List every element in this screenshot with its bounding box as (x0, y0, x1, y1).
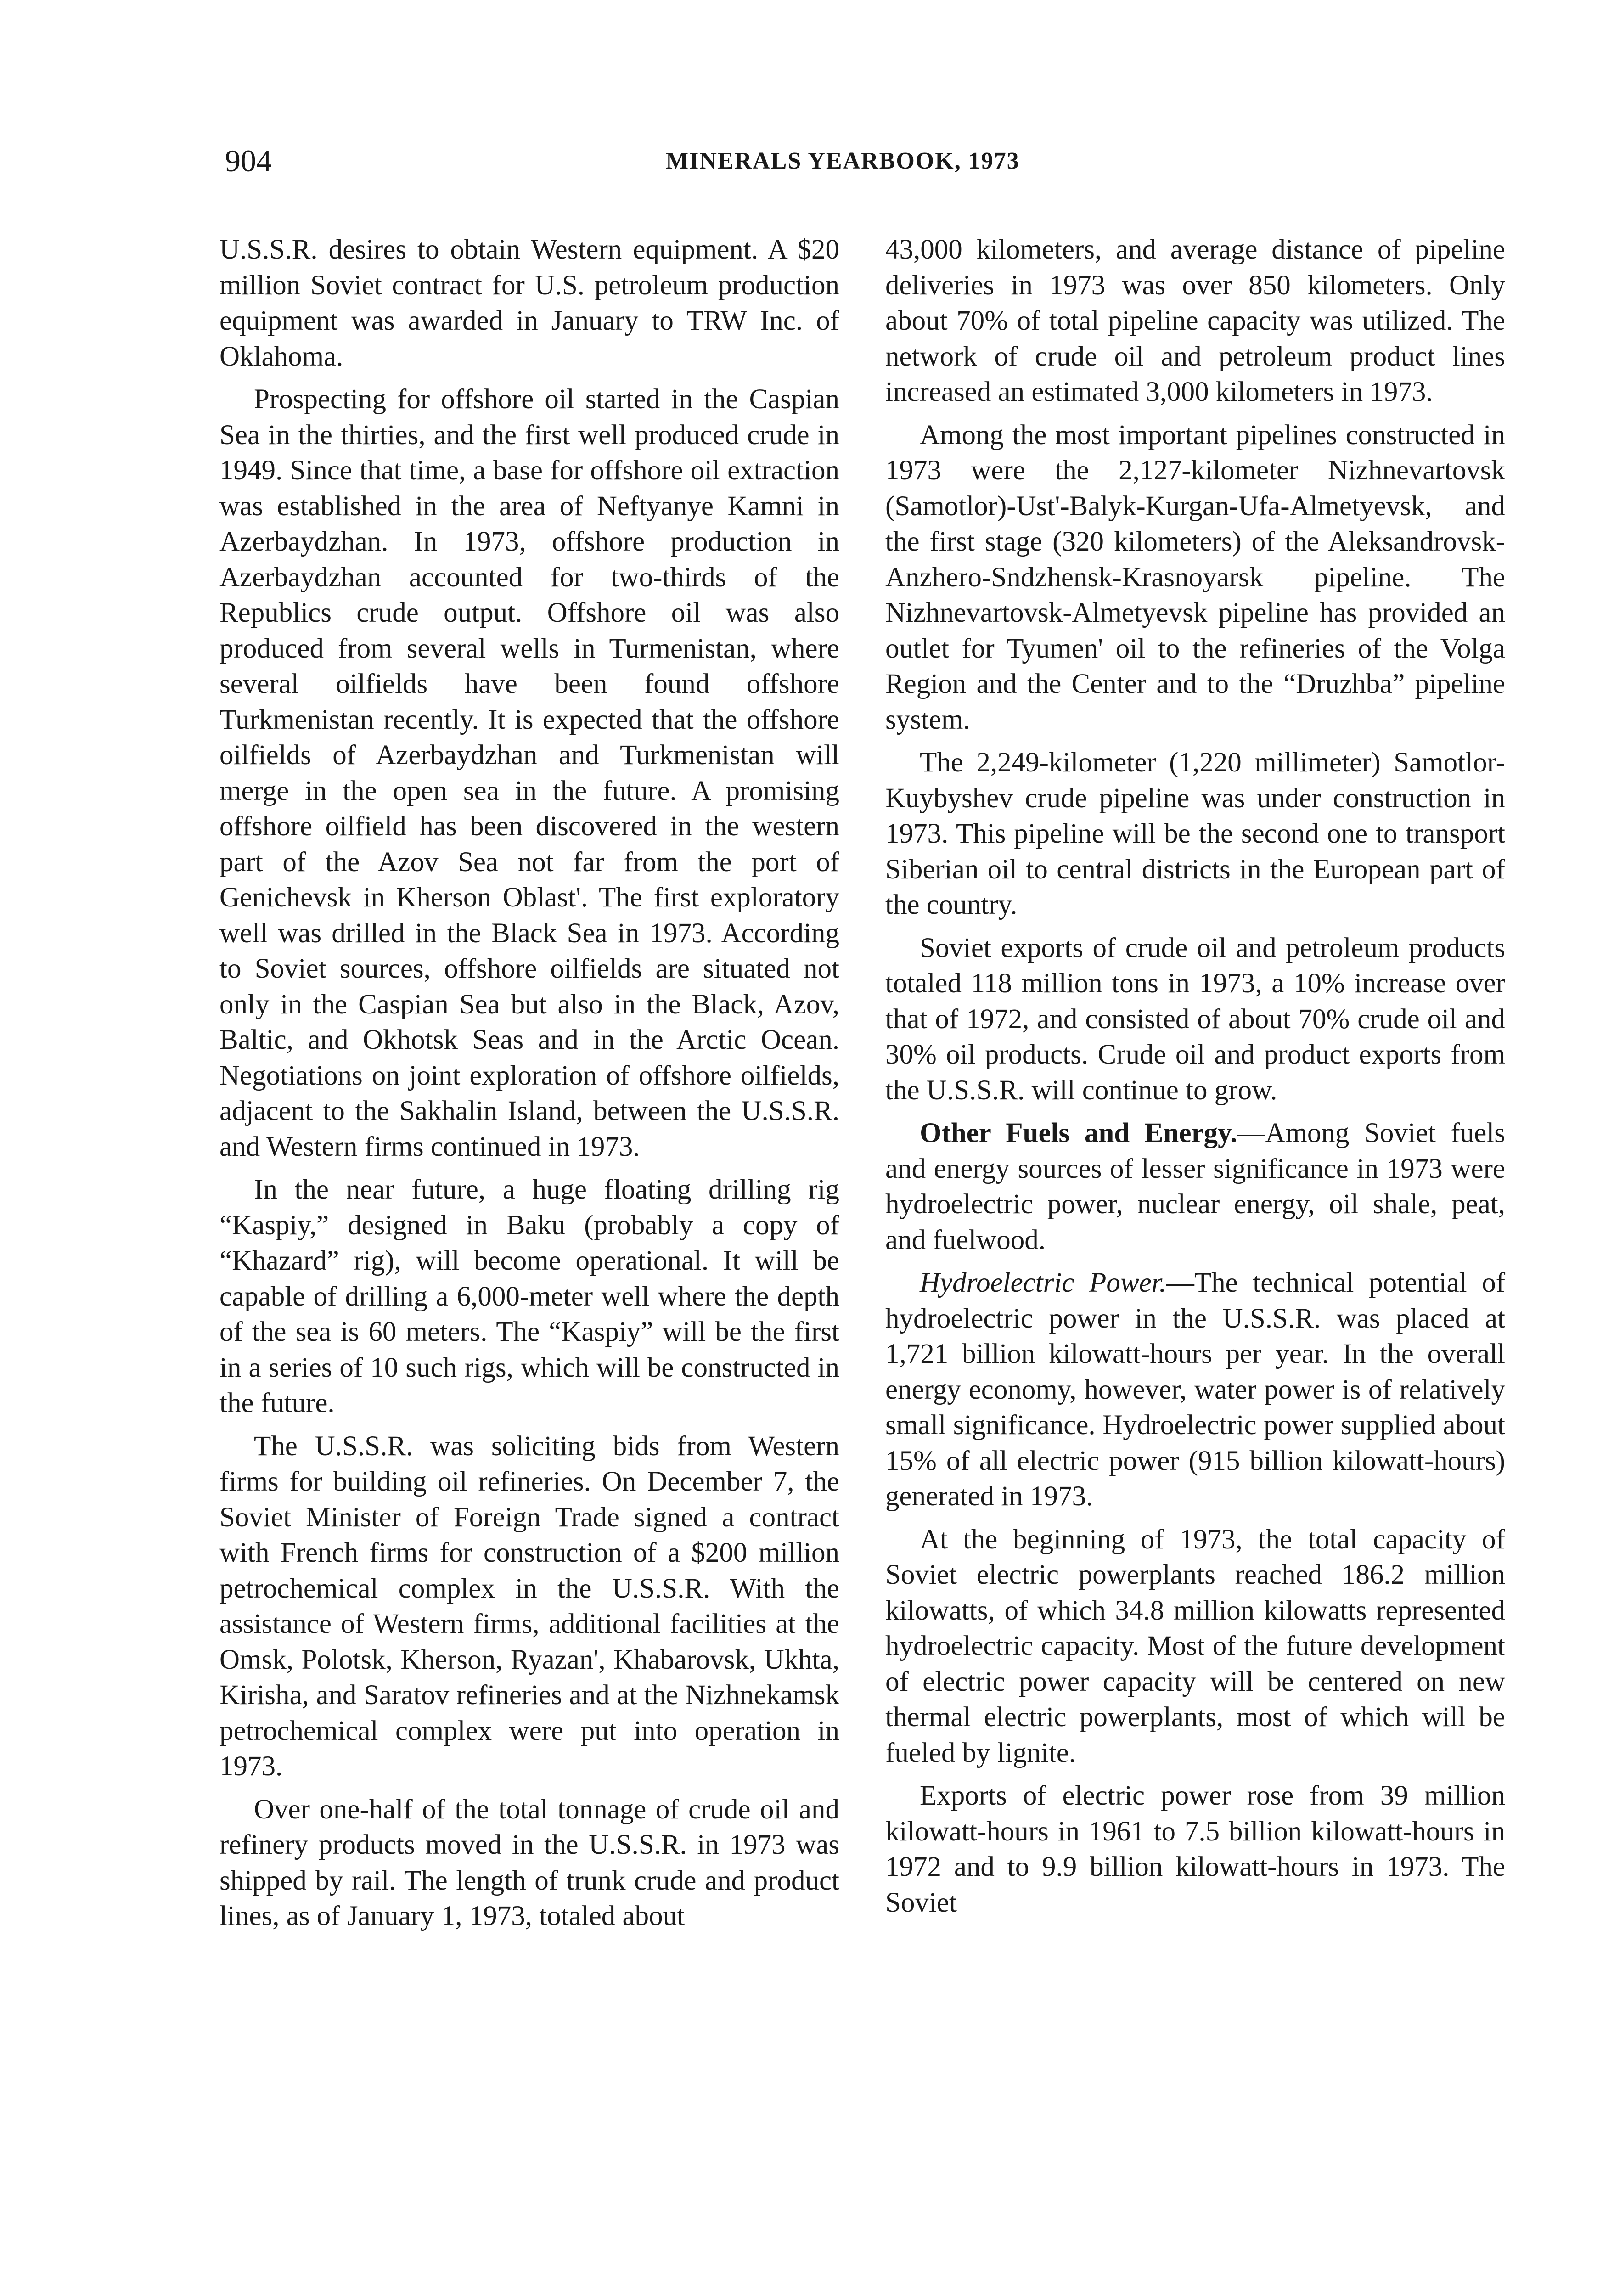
paragraph-offshore-prospecting: Prospecting for offshore oil started in the Caspian Sea in the thirties, and the first well produced crude in 1949. Since that time, a base for offshore oil extraction was established in the area of Neftyanye Kamni in Azerbaydzhan. In 1973, offshore production in Azerbaydzhan accounted for two-thirds of the Republics crude output. Offshore oil was also produced from several wells in Turmenistan, where several oilfields have been found offshore Turkmenistan recently. It is expected that the offshore oilfields of Azerbaydzhan and Turkmenistan will merge in the open sea in the future. A promising offshore oilfield has been discovered in the western part of the Azov Sea not far from the port of Genichevsk in Kherson Oblast'. The first exploratory well was drilled in the Black Sea in 1973. According to Soviet sources, offshore oilfields are situated not only in the Caspian Sea but also in the Black, Azov, Baltic, and Okhotsk Seas and in the Arctic Ocean. Negotiations on joint exploration of offshore oilfields, adjacent to the Sakhalin Island, between the U.S.S.R. and Western firms continued in 1973. (219, 384, 839, 1162)
paragraph-rail-shipping: Over one-half of the total tonnage of crude oil and refinery products moved in the U.S.S.R. in 1973 was shipped by rail. The length of trunk crude and product lines, as of January 1, 1973, totaled about (219, 1794, 839, 1931)
paragraph-important-pipelines: Among the most important pipelines constructed in 1973 were the 2,127-kilometer Nizhnevartovsk (Samotlor)-Ust'-Balyk-Kurgan-Ufa-Almetyevsk, and the first stage (320 kilometers) of the Aleksandrovsk-Anzhero-Sndzhensk-Krasnoyarsk pipeline. The Nizhnevartovsk-Almetyevsk pipeline has provided an outlet for Tyumen' oil to the refineries of the Volga Region and the Center and to the “Druzhba” pipeline system. (885, 419, 1505, 735)
left-column (219, 232, 839, 1941)
paragraph-soviet-exports: Soviet exports of crude oil and petroleum products totaled 118 million tons in 1973, a 10% increase over that of 1972, and consisted of about 70% crude oil and 30% oil products. Crude oil and product exports from the U.S.S.R. will continue to grow. (885, 932, 1505, 1106)
paragraph-equipment-contract: U.S.S.R. desires to obtain Western equipment. A $20 million Soviet contract for U.S. petroleum production equipment was awarded in January to TRW Inc. of Oklahoma. (219, 234, 839, 372)
paragraph-powerplant-capacity: At the beginning of 1973, the total capacity of Soviet electric powerplants reached 186.2 million kilowatts, of which 34.8 million kilowatts represented hydroelectric capacity. Most of the future development of electric power capacity will be centered on new thermal electric powerplants, most of which will be fueled by lignite. (885, 1524, 1505, 1768)
section-heading-hydroelectric: Hydroelectric Power. (920, 1267, 1166, 1298)
page-number: 904 (225, 143, 272, 178)
paragraph-other-fuels (885, 1115, 1505, 1258)
paragraph-other-fuels-body: —Among Soviet fuels and energy sources of lesser significance in 1973 were hydroelectric power, nuclear energy, oil shale, peat, and fuelwood. (885, 1118, 1505, 1255)
running-header (225, 140, 1515, 186)
paragraph-hydroelectric-body: —The technical potential of hydroelectric power in the U.S.S.R. was placed at 1,721 billion kilowatt-hours per year. In the overall energy economy, however, water power is of relatively small significance. Hydroelectric power supplied about 15% of all electric power (915 billion kilowatt-hours) generated in 1973. (885, 1267, 1506, 1512)
paragraph-refinery-bids: The U.S.S.R. was soliciting bids from Western firms for building oil refineries. On December 7, the Soviet Minister of Foreign Trade signed a contract with French firms for construction of a $200 million petrochemical complex in the U.S.S.R. With the assistance of Western firms, additional facilities at the Omsk, Polotsk, Kherson, Ryazan', Khabarovsk, Ukhta, Kirisha, and Saratov refineries and at the Nizhnekamsk petrochemical complex were put into operation in 1973. (219, 1430, 839, 1782)
paragraph-electric-exports: Exports of electric power rose from 39 million kilowatt-hours in 1961 to 7.5 billion kilowatt-hours in 1972 and to 9.9 billion kilowatt-hours in 1973. The Soviet (885, 1780, 1505, 1918)
paragraph-pipeline-network: 43,000 kilometers, and average distance of pipeline deliveries in 1973 was over 850 kilometers. Only about 70% of total pipeline capacity was utilized. The network of crude oil and petroleum product lines increased an estimated 3,000 kilometers in 1973. (885, 234, 1505, 407)
running-title: MINERALS YEARBOOK, 1973 (666, 148, 1020, 174)
paragraph-kaspiy-rig: In the near future, a huge floating drilling rig “Kaspiy,” designed in Baku (probably a copy of “Khazard” rig), will become operational. It will be capable of drilling a 6,000-meter well where the depth of the sea is 60 meters. The “Kaspiy” will be the first in a series of 10 such rigs, which will be constructed in the future. (219, 1174, 839, 1418)
section-heading-other-fuels: Other Fuels and Energy. (920, 1118, 1237, 1148)
paragraph-samotlor-kuybyshev: The 2,249-kilometer (1,220 millimeter) Samotlor-Kuybyshev crude pipeline was under construction in 1973. This pipeline will be the second one to transport Siberian oil to central districts in the European part of the country. (885, 747, 1505, 920)
right-column (885, 232, 1505, 1928)
paragraph-hydroelectric (885, 1265, 1505, 1514)
